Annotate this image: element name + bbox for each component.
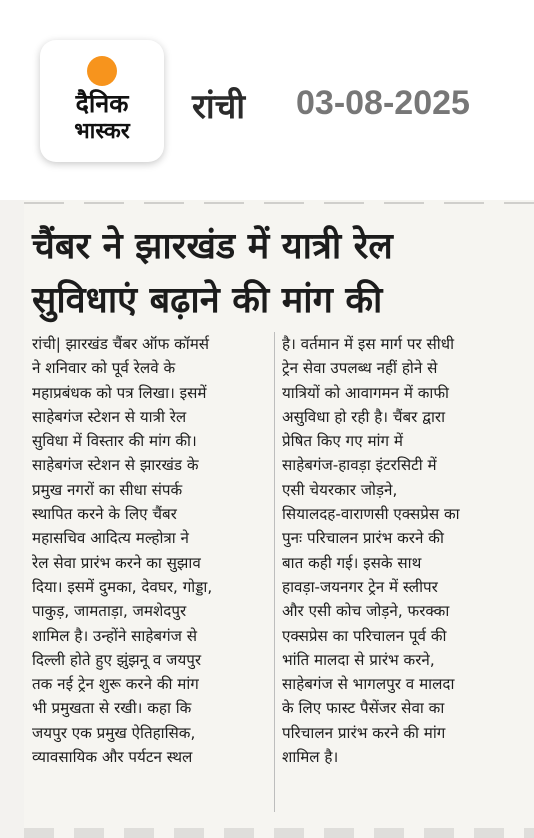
- text-line: रेल सेवा प्रारंभ करने का सुझाव: [32, 553, 201, 572]
- text-line: साहेबगंज स्टेशन से यात्री रेल: [32, 407, 187, 426]
- text-line: स्थापित करने के लिए चैंबर: [32, 505, 177, 524]
- text-line: साहेबगंज स्टेशन से झारखंड के: [32, 456, 199, 475]
- text-line: दिया। इसमें दुमका, देवघर, गोड्डा,: [32, 577, 213, 596]
- article-headline: [32, 220, 512, 328]
- text-line: शामिल है।: [282, 748, 339, 767]
- text-line: पुनः परिचालन प्रारंभ करने की: [282, 529, 444, 548]
- headline-line: चैंबर ने झारखंड में यात्री रेल: [32, 226, 393, 267]
- text-line: यात्रियों को आवागमन में काफी: [282, 383, 449, 402]
- edition-city: रांची: [192, 87, 246, 127]
- clip-top-edge: [24, 202, 534, 204]
- text-line: व्यावसायिक और पर्यटन स्थल: [32, 748, 193, 767]
- text-line: ट्रेन सेवा उपलब्ध नहीं होने से: [282, 359, 438, 378]
- logo-text-line1: दैनिक: [75, 89, 129, 118]
- text-line: असुविधा हो रही है। चैंबर द्वारा: [282, 407, 446, 426]
- text-line: भी प्रमुखता से रखी। कहा कि: [32, 699, 192, 718]
- text-line: पाकुड़, जामताड़ा, जमशेदपुर: [32, 602, 187, 621]
- text-line: एक्सप्रेस का परिचालन पूर्व की: [282, 626, 447, 645]
- text-line: सुविधा में विस्तार की मांग की।: [32, 432, 197, 451]
- text-line: हावड़ा-जयनगर ट्रेन में स्लीपर: [282, 577, 438, 596]
- text-line: महासचिव आदित्य मल्होत्रा ने: [32, 529, 189, 548]
- header-bar: [0, 0, 534, 200]
- text-line: प्रेषित किए गए मांग में: [282, 432, 403, 451]
- text-line: साहेबगंज से भागलपुर व मालदा: [282, 675, 455, 694]
- text-line: जयपुर एक प्रमुख ऐतिहासिक,: [32, 723, 196, 742]
- text-line: सियालदह-वाराणसी एक्सप्रेस का: [282, 505, 460, 524]
- newspaper-clipping: [24, 200, 534, 838]
- text-line: तक नई ट्रेन शुरू करने की मांग: [32, 675, 199, 694]
- clip-bottom-edge: [24, 828, 534, 838]
- text-line: ने शनिवार को पूर्व रेलवे के: [32, 359, 176, 378]
- text-line: प्रमुख नगरों का सीधा संपर्क: [32, 480, 183, 499]
- headline-line: सुविधाएं बढ़ाने की मांग की: [32, 280, 383, 321]
- text-line: महाप्रबंधक को पत्र लिखा। इसमें: [32, 383, 207, 402]
- article-right-column: [282, 332, 528, 769]
- text-line: साहेबगंज-हावड़ा इंटरसिटी में: [282, 456, 437, 475]
- text-line: परिचालन प्रारंभ करने की मांग: [282, 723, 446, 742]
- text-line: शामिल है। उन्होंने साहेबगंज से: [32, 626, 198, 645]
- text-line: एसी चेयरकार जोड़ने,: [282, 480, 398, 499]
- edition-date: 03-08-2025: [296, 84, 470, 122]
- text-line: दिल्ली होते हुए झुंझनू व जयपुर: [32, 650, 202, 669]
- column-divider: [274, 332, 275, 812]
- sun-icon: [87, 56, 117, 86]
- dainik-bhaskar-logo: [40, 40, 164, 162]
- text-line: के लिए फास्ट पैसेंजर सेवा का: [282, 699, 445, 718]
- logo-text-line2: भास्कर: [74, 119, 130, 144]
- text-line: रांची| झारखंड चैंबर ऑफ कॉमर्स: [32, 335, 210, 353]
- text-line: और एसी कोच जोड़ने, फरक्का: [282, 602, 450, 621]
- text-line: है। वर्तमान में इस मार्ग पर सीधी: [282, 335, 455, 353]
- text-line: बात कही गई। इसके साथ: [282, 553, 422, 572]
- article-left-column: [32, 332, 270, 769]
- text-line: भांति मालदा से प्रारंभ करने,: [282, 650, 435, 669]
